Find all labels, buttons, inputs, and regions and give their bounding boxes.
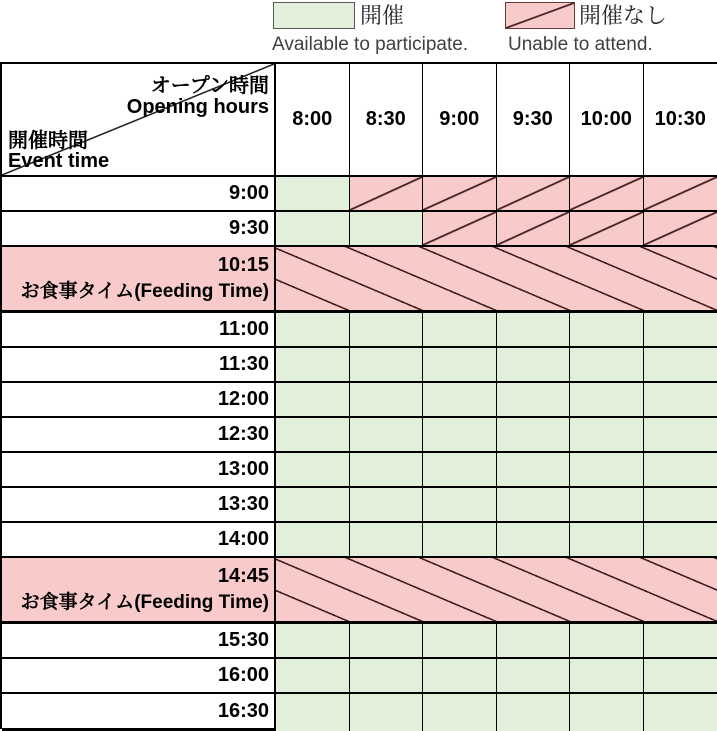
- table-row: [2, 453, 717, 488]
- corner-event-ja: 開催時間: [8, 124, 88, 153]
- schedule-cell-open: [644, 313, 717, 346]
- schedule-cell-open: [570, 694, 644, 731]
- schedule-cell-open: [276, 177, 350, 210]
- row-label: 12:30: [2, 418, 276, 451]
- schedule-cell-open: [276, 453, 350, 486]
- schedule-cell-open: [423, 694, 497, 731]
- table-row: [2, 212, 717, 247]
- schedule-cell-open: [644, 694, 717, 731]
- schedule-cell-open: [276, 418, 350, 451]
- schedule-cell-open: [350, 418, 424, 451]
- schedule-cell-open: [497, 659, 571, 692]
- column-header: 9:30: [497, 64, 571, 175]
- table-row: [2, 694, 717, 731]
- column-header: 10:30: [644, 64, 717, 175]
- table-row: [2, 418, 717, 453]
- schedule-cell-open: [570, 488, 644, 521]
- schedule-cell-open: [644, 418, 717, 451]
- schedule-cell-open: [423, 418, 497, 451]
- schedule-cell-open: [644, 659, 717, 692]
- schedule-cell-closed: [497, 212, 571, 245]
- schedule-cell-open: [423, 453, 497, 486]
- schedule-cell-open: [350, 624, 424, 657]
- schedule-cell-open: [423, 523, 497, 556]
- schedule-cell-open: [644, 383, 717, 416]
- legend-open-label-en: Available to participate.: [272, 33, 468, 57]
- schedule-cell-open: [350, 523, 424, 556]
- schedule-cell-open: [350, 212, 424, 245]
- row-label: 9:30: [2, 212, 276, 245]
- schedule-cell-open: [497, 383, 571, 416]
- schedule-cell-open: [497, 453, 571, 486]
- schedule-cell-open: [570, 453, 644, 486]
- schedule-cell-open: [276, 348, 350, 381]
- schedule-cell-open: [644, 624, 717, 657]
- schedule-table: [0, 62, 717, 729]
- schedule-cell-open: [423, 348, 497, 381]
- schedule-cell-open: [423, 383, 497, 416]
- corner-event-en: Event time: [8, 150, 109, 173]
- schedule-cell-open: [350, 348, 424, 381]
- feeding-time-label: 10:15: [218, 253, 269, 277]
- legend: [0, 0, 717, 62]
- legend-open-swatch: [273, 2, 355, 29]
- feeding-row-label: [2, 247, 276, 310]
- row-label: 14:00: [2, 523, 276, 556]
- schedule-cell-open: [423, 659, 497, 692]
- schedule-cell-open: [497, 488, 571, 521]
- feeding-time-row: [2, 558, 717, 624]
- legend-open-label-ja: 開催: [360, 1, 404, 30]
- schedule-cell-closed: [570, 177, 644, 210]
- row-label: 16:00: [2, 659, 276, 692]
- schedule-cell-closed: [350, 177, 424, 210]
- schedule-cell-closed: [497, 177, 571, 210]
- schedule-cell-open: [570, 659, 644, 692]
- row-label: 13:30: [2, 488, 276, 521]
- table-row: [2, 383, 717, 418]
- feeding-time-row: [2, 247, 717, 313]
- feeding-row-label: [2, 558, 276, 621]
- row-label: 12:00: [2, 383, 276, 416]
- feeding-closed-band: [276, 247, 717, 310]
- corner-opening-en: Opening hours: [127, 96, 269, 119]
- column-header: 8:30: [350, 64, 424, 175]
- corner-header-cell: [2, 64, 276, 175]
- table-row: [2, 488, 717, 523]
- feeding-name-label: お食事タイム(Feeding Time): [21, 591, 269, 615]
- legend-closed-label-ja: 開催なし: [579, 1, 667, 30]
- schedule-cell-closed: [644, 212, 717, 245]
- row-label: 16:30: [2, 694, 276, 731]
- schedule-cell-closed: [423, 212, 497, 245]
- schedule-cell-open: [350, 383, 424, 416]
- schedule-cell-open: [570, 624, 644, 657]
- row-label: 13:00: [2, 453, 276, 486]
- row-label: 9:00: [2, 177, 276, 210]
- feeding-time-label: 14:45: [218, 564, 269, 588]
- schedule-cell-closed: [570, 212, 644, 245]
- row-label: 11:00: [2, 313, 276, 346]
- schedule-cell-open: [644, 348, 717, 381]
- column-header: 10:00: [570, 64, 644, 175]
- schedule-cell-open: [276, 659, 350, 692]
- schedule-cell-open: [644, 453, 717, 486]
- schedule-cell-open: [276, 624, 350, 657]
- schedule-cell-open: [276, 488, 350, 521]
- schedule-cell-open: [423, 624, 497, 657]
- corner-opening-ja: オープン時間: [151, 69, 269, 98]
- schedule-cell-open: [350, 694, 424, 731]
- schedule-cell-open: [497, 624, 571, 657]
- feeding-name-label: お食事タイム(Feeding Time): [21, 280, 269, 304]
- schedule-cell-open: [644, 488, 717, 521]
- schedule-cell-open: [350, 313, 424, 346]
- row-label: 15:30: [2, 624, 276, 657]
- schedule-cell-open: [276, 313, 350, 346]
- column-header: 9:00: [423, 64, 497, 175]
- table-row: [2, 313, 717, 348]
- schedule-cell-open: [570, 418, 644, 451]
- row-label: 11:30: [2, 348, 276, 381]
- schedule-cell-open: [497, 418, 571, 451]
- schedule-cell-open: [570, 348, 644, 381]
- schedule-cell-open: [350, 659, 424, 692]
- schedule-cell-open: [570, 523, 644, 556]
- column-header: 8:00: [276, 64, 350, 175]
- feeding-closed-band: [276, 558, 717, 621]
- table-row: [2, 348, 717, 383]
- schedule-cell-open: [276, 694, 350, 731]
- table-row: [2, 624, 717, 659]
- header-row: [2, 64, 717, 177]
- schedule-cell-open: [423, 488, 497, 521]
- legend-closed-label-en: Unable to attend.: [508, 33, 653, 57]
- schedule-cell-open: [570, 383, 644, 416]
- schedule-cell-open: [497, 348, 571, 381]
- schedule-cell-open: [350, 488, 424, 521]
- table-row: [2, 523, 717, 558]
- schedule-cell-open: [570, 313, 644, 346]
- schedule-cell-open: [276, 212, 350, 245]
- schedule-cell-open: [497, 694, 571, 731]
- table-row: [2, 177, 717, 212]
- schedule-cell-open: [276, 523, 350, 556]
- schedule-cell-closed: [644, 177, 717, 210]
- schedule-cell-open: [497, 313, 571, 346]
- legend-closed-swatch: [505, 2, 575, 29]
- schedule-cell-open: [276, 383, 350, 416]
- schedule-cell-open: [644, 523, 717, 556]
- table-row: [2, 659, 717, 694]
- schedule-cell-open: [497, 523, 571, 556]
- schedule-cell-open: [423, 313, 497, 346]
- schedule-cell-open: [350, 453, 424, 486]
- schedule-cell-closed: [423, 177, 497, 210]
